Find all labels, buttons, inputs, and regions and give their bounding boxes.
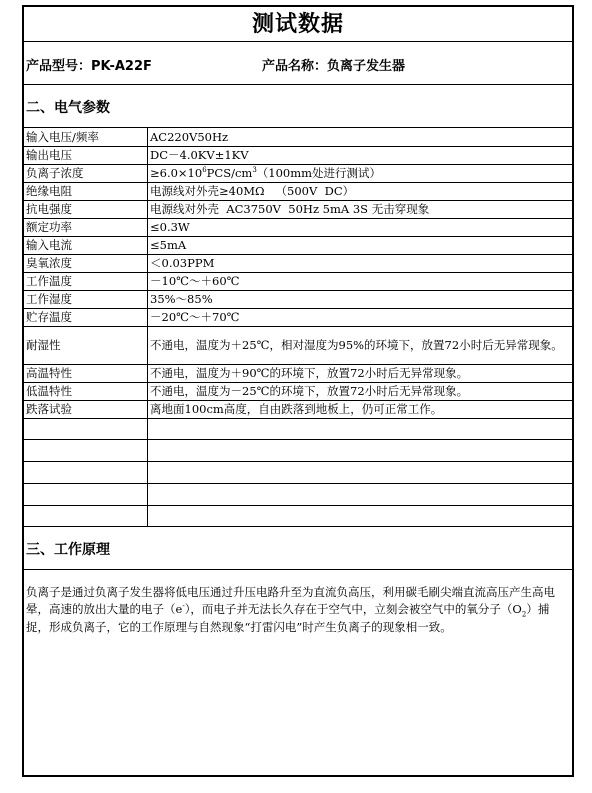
table-row [24,308,572,326]
page-title: 测试数据 [24,7,572,42]
param-label: 贮存温度 [24,308,148,326]
param-value: ＜0.03PPM [148,254,573,272]
spec-sheet [22,5,574,777]
param-label: 低温特性 [24,382,148,400]
value-exponent: 6 [202,166,207,175]
model-row [24,42,572,85]
value-part: ≥6.0×10 [150,166,203,180]
param-value: ≤0.3W [148,218,573,236]
empty-row [24,461,572,483]
empty-cell [24,461,148,483]
table-row [24,218,572,236]
param-label: 臭氧浓度 [24,254,148,272]
table-row [24,200,572,218]
table-row [24,382,572,400]
param-value: 不通电，温度为－25℃的环境下，放置72小时后无异常现象。 [148,382,573,400]
table-row [24,400,572,418]
empty-cell [148,439,573,461]
empty-cell [148,418,573,439]
param-label: 输出电压 [24,146,148,164]
param-label: 输入电压/频率 [24,128,148,146]
principle-text: ），而电子并无法长久存在于空气中，立刻会被空气中的氧分子（O [184,602,522,616]
empty-row [24,418,572,439]
empty-cell [24,505,148,526]
empty-cell [24,483,148,505]
unit-exponent: 3 [252,166,257,175]
table-row [24,128,572,146]
empty-cell [148,505,573,526]
empty-row [24,505,572,526]
param-label: 输入电流 [24,236,148,254]
param-label: 跌落试验 [24,400,148,418]
principle-text: ）捕捉，形成负离子，它的工作原理与自然现象“打雷闪电”时产生负离子的现象相一致。 [26,602,550,634]
electron-charge: - [182,602,185,611]
param-label: 负离子浓度 [24,164,148,182]
section-electrical-heading: 二、电气参数 [24,85,572,128]
principle-paragraph [24,570,572,637]
table-row [24,364,572,382]
value-note: （100mm处进行测试） [256,166,382,180]
param-value: －10℃～＋60℃ [148,272,573,290]
param-label: 耐湿性 [24,326,148,364]
param-value [148,164,573,182]
empty-cell [24,439,148,461]
param-value: 电源线对外壳≥40MΩ （500V DC） [148,182,573,200]
param-value: 不通电，温度为＋25℃，相对湿度为95%的环境下，放置72小时后无异常现象。 [148,326,573,364]
empty-row [24,439,572,461]
param-value: 35%～85% [148,290,573,308]
param-value: 不通电，温度为＋90℃的环境下，放置72小时后无异常现象。 [148,364,573,382]
empty-cell [24,418,148,439]
param-label: 工作温度 [24,272,148,290]
empty-row [24,483,572,505]
table-row [24,326,572,364]
empty-cell [148,461,573,483]
param-label: 绝缘电阻 [24,182,148,200]
product-model: 产品型号：PK-A22F [26,59,152,74]
param-value: 离地面100cm高度，自由跌落到地板上，仍可正常工作。 [148,400,573,418]
param-value: 电源线对外壳 AC3750V 50Hz 5mA 3S 无击穿现象 [148,200,573,218]
value-unit: PCS/cm [206,166,253,180]
param-label: 抗电强度 [24,200,148,218]
table-row [24,146,572,164]
table-row [24,272,572,290]
section-principle-heading: 三、工作原理 [24,527,572,570]
empty-cell [148,483,573,505]
params-table [24,128,572,527]
principle-text: 负离子是通过负离子发生器将低电压通过升压电路升至为直流负高压，利用碳毛刷尖端直流高压产生高电晕，高速的放出大量的电子（e [26,584,555,616]
param-label: 额定功率 [24,218,148,236]
table-row [24,236,572,254]
param-value: AC220V50Hz [148,128,573,146]
param-value: DC－4.0KV±1KV [148,146,573,164]
oxygen-subscript: 2 [521,610,527,619]
table-row [24,290,572,308]
table-row [24,254,572,272]
product-name: 产品名称：负离子发生器 [262,59,406,74]
table-row [24,164,572,182]
table-row [24,182,572,200]
param-value: ≤5mA [148,236,573,254]
param-value: －20℃～＋70℃ [148,308,573,326]
param-label: 工作湿度 [24,290,148,308]
param-label: 高温特性 [24,364,148,382]
